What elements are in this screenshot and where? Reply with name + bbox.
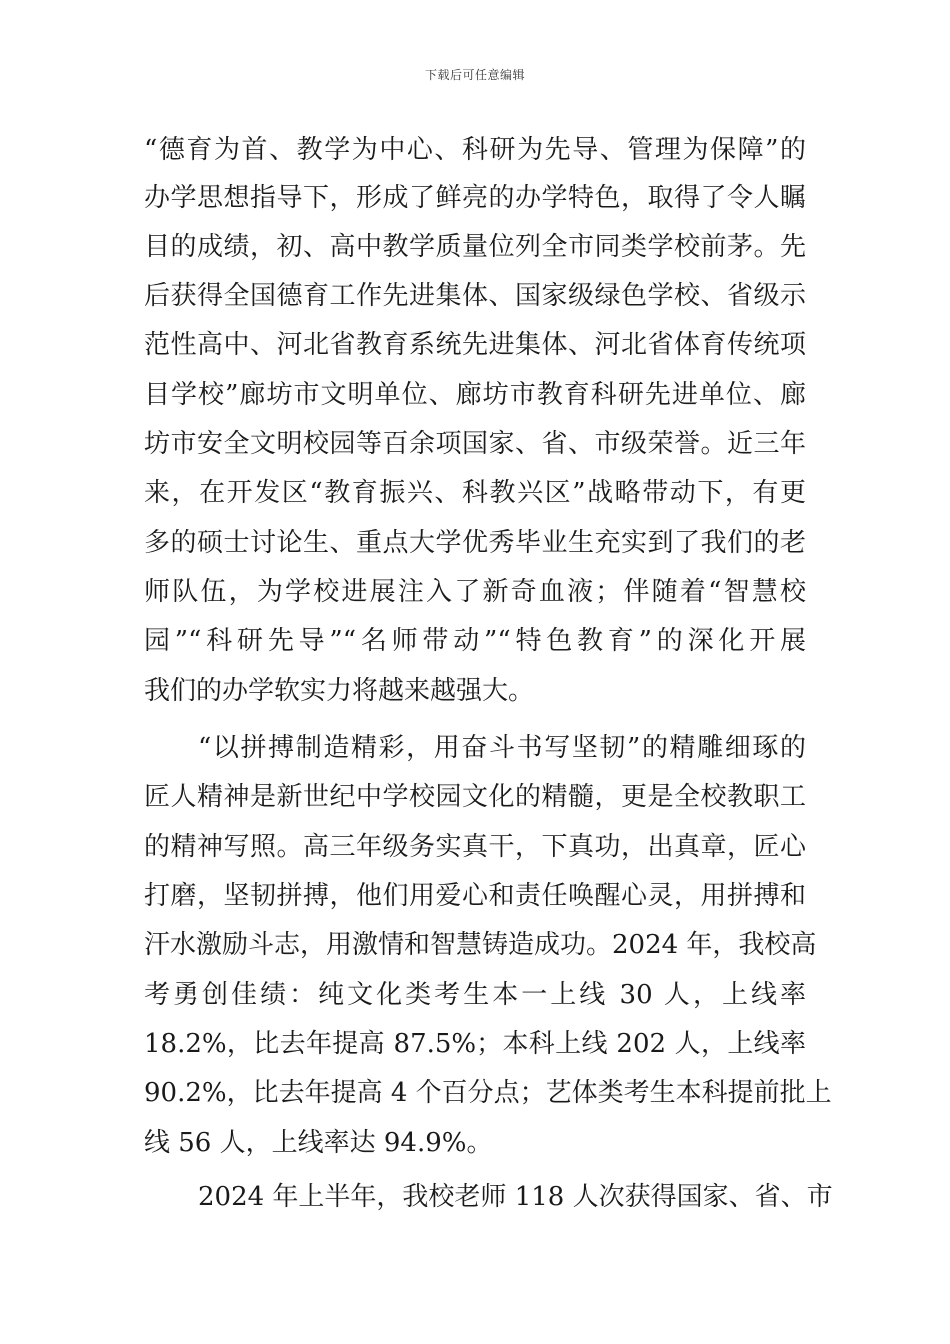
text-line: 90.2%，比去年提高 4 个百分点；艺体类考生本科提前批上 [144,1078,832,1108]
text-line: 后获得全国德育工作先进集体、国家级绿色学校、省级示 [144,281,806,311]
text-line: 的精神写照。高三年级务实真干，下真功，出真章，匠心 [144,832,806,862]
text-line: 线 56 人，上线率达 94.9%。 [144,1128,493,1158]
text-line: 考勇创佳绩：纯文化类考生本一上线 30 人，上线率 [144,980,806,1010]
text-line: 汗水激励斗志，用激情和智慧铸造成功。2024 年，我校高 [144,930,817,960]
text-line: 匠人精神是新世纪中学校园文化的精髓，更是全校教职工 [144,782,806,812]
page-header: 下载后可任意编辑 [424,68,525,82]
text-line: 18.2%，比去年提高 87.5%；本科上线 202 人，上线率 [144,1029,806,1059]
text-line: 目学校”廊坊市文明单位、廊坊市教育科研先进单位、廊 [144,380,806,410]
text-line: 我们的办学软实力将越来越强大。 [144,676,535,706]
text-line: “以拼搏制造精彩，用奋斗书写坚韧”的精雕细琢的 [198,733,806,763]
text-line: 2024 年上半年，我校老师 118 人次获得国家、省、市 [198,1182,833,1212]
text-line: 师队伍，为学校进展注入了新奇血液；伴随着“智慧校 [144,577,806,607]
text-line: 多的硕士讨论生、重点大学优秀毕业生充实到了我们的老 [144,528,806,558]
text-line: 来，在开发区“教育振兴、科教兴区”战略带动下，有更 [144,478,806,508]
text-line: 范性高中、河北省教育系统先进集体、河北省体育传统项 [144,330,806,360]
text-line: 坊市安全文明校园等百余项国家、省、市级荣誉。近三年 [144,429,806,459]
text-line: 打磨，坚韧拼搏，他们用爱心和责任唤醒心灵，用拼搏和 [144,881,806,911]
text-line: 办学思想指导下，形成了鲜亮的办学特色，取得了令人瞩 [144,183,806,213]
text-line: 园”“科研先导”“名师带动”“特色教育”的深化开展 [144,626,806,656]
text-line: “德育为首、教学为中心、科研为先导、管理为保障”的 [144,135,806,165]
text-line: 目的成绩，初、高中教学质量位列全市同类学校前茅。先 [144,232,806,262]
